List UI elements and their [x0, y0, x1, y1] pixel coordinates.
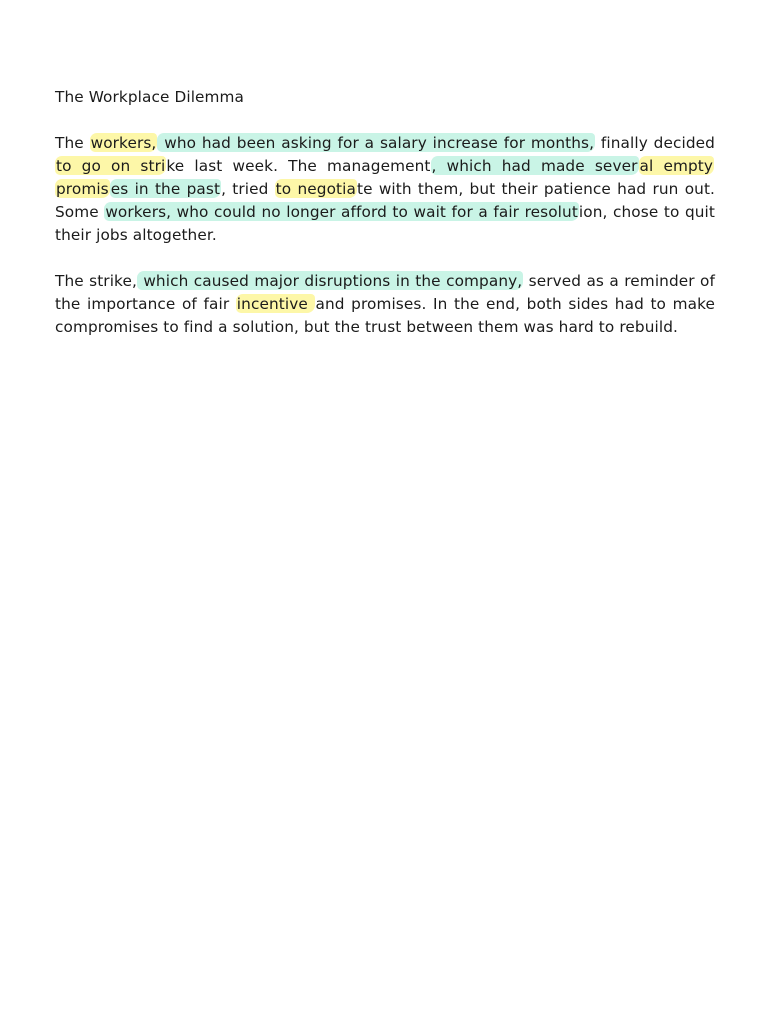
paragraph-2	[55, 270, 715, 339]
highlight-mint: who had been asking for a salary increase for months,	[158, 134, 595, 152]
text-segment: te with them, but their patience had run out. Some	[55, 180, 716, 221]
highlight-yellow: to negotia	[275, 180, 356, 198]
paragraph-1	[55, 132, 715, 247]
text-segment: ke last week. The management	[166, 157, 431, 175]
highlight-mint: workers, who could no longer afford to wait for a fair resolut	[105, 203, 578, 221]
highlight-yellow: incentive	[236, 295, 315, 313]
text-segment: and promises. In the end, both sides had to make compromises to find a solution, but the trust between them was hard to rebuild.	[55, 295, 716, 336]
highlight-mint: es in the past	[110, 180, 221, 198]
document-title: The Workplace Dilemma	[55, 88, 245, 106]
highlight-yellow: workers,	[90, 134, 157, 152]
text-segment: The	[55, 134, 90, 152]
text-segment: served as a reminder of the importance of fair	[55, 272, 715, 313]
highlight-mint: which caused major disruptions in the company,	[137, 272, 523, 290]
text-segment: The strike,	[55, 272, 137, 290]
highlight-mint: , which had made sever	[431, 157, 638, 175]
text-segment: , tried	[221, 180, 275, 198]
highlight-yellow: to go on stri	[56, 157, 166, 175]
text-segment: ion, chose to quit their jobs altogether.	[55, 203, 715, 244]
text-segment: finally decided	[595, 134, 715, 152]
document-page	[55, 86, 715, 362]
highlight-yellow: al empty promis	[56, 157, 714, 198]
